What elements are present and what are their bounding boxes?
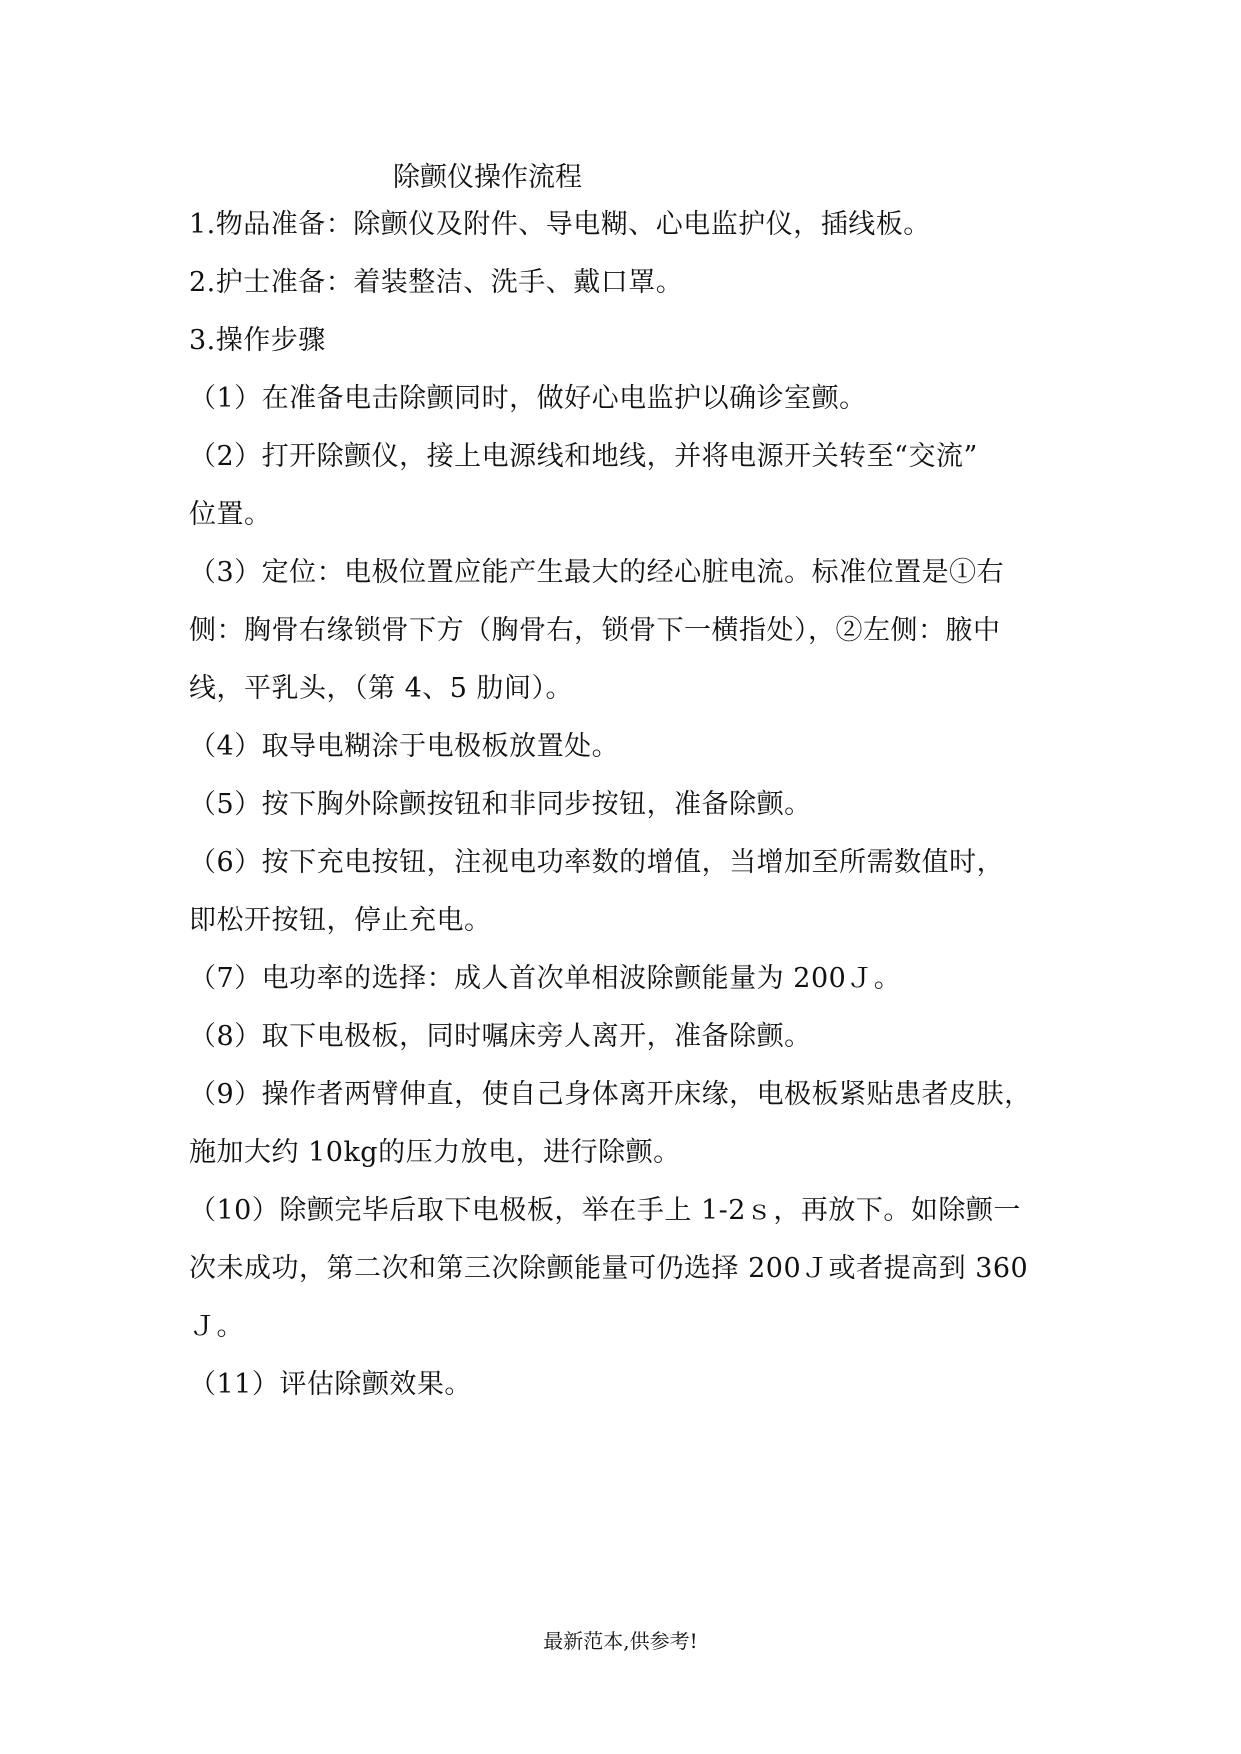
line-20: Ｊ。 [189, 1311, 244, 1342]
line-4: （1）在准备电击除颤同时，做好心电监护以确诊室颤。 [189, 383, 867, 414]
line-19: 次未成功，第二次和第三次除颤能量可仍选择 200Ｊ或者提高到 360 [189, 1253, 1029, 1284]
page-footer: 最新范本,供参考! [543, 1629, 698, 1653]
line-21: （11）评估除颤效果。 [189, 1369, 472, 1400]
line-16: （9）操作者两臂伸直，使自己身体离开床缘，电极板紧贴患者皮肤， [189, 1079, 1032, 1110]
line-18: （10）除颤完毕后取下电极板，举在手上 1-2ｓ，再放下。如除颤一 [189, 1195, 1021, 1226]
document-title: 除颤仪操作流程 [393, 162, 582, 193]
line-13: 即松开按钮，停止充电。 [189, 905, 492, 936]
line-3: 3.操作步骤 [189, 325, 326, 356]
line-5: （2）打开除颤仪，接上电源线和地线，并将电源开关转至“交流” [189, 441, 978, 472]
line-14: （7）电功率的选择：成人首次单相波除颤能量为 200Ｊ。 [189, 963, 902, 994]
line-6: 位置。 [189, 499, 272, 530]
line-10: （4）取导电糊涂于电极板放置处。 [189, 731, 620, 762]
line-12: （6）按下充电按钮，注视电功率数的增值，当增加至所需数值时， [189, 847, 1005, 878]
line-7: （3）定位：电极位置应能产生最大的经心脏电流。标准位置是①右 [189, 557, 1005, 588]
line-17: 施加大约 10kg的压力放电，进行除颤。 [189, 1137, 681, 1168]
line-15: （8）取下电极板，同时嘱床旁人离开，准备除颤。 [189, 1021, 812, 1052]
line-8: 侧：胸骨右缘锁骨下方（胸骨右，锁骨下一横指处），②左侧：腋中 [189, 615, 1001, 646]
line-2: 2.护士准备：着装整洁、洗手、戴口罩。 [189, 267, 684, 298]
line-11: （5）按下胸外除颤按钮和非同步按钮，准备除颤。 [189, 789, 812, 820]
line-1: 1.物品准备：除颤仪及附件、导电糊、心电监护仪，插线板。 [189, 209, 931, 240]
line-9: 线，平乳头，（第 4、5 肋间）。 [189, 673, 574, 704]
